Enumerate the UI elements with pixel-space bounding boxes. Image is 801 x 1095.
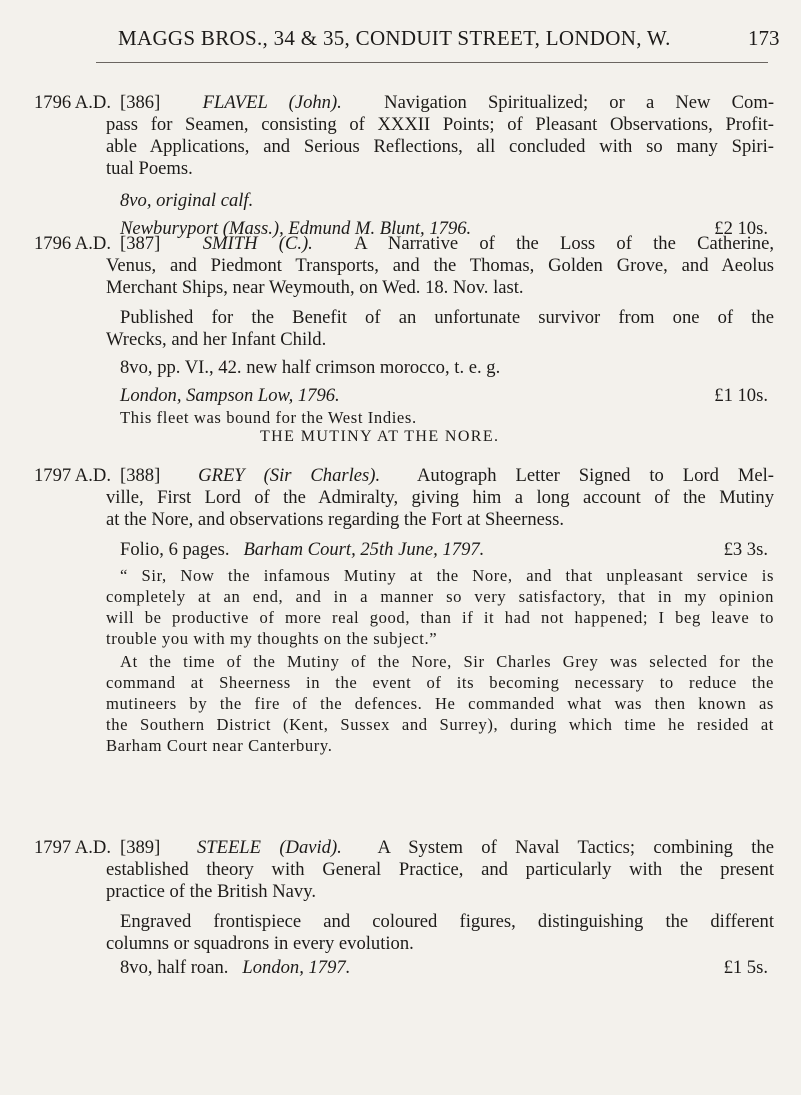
entry-note: At the time of the Mutiny of the Nore, Sir Charles Grey was selected for the command at Sheerness in the event of its becoming necessary to reduce the mutineers by the fire of the defences. He commanded what was then known as the Southern District (Kent, Sussex and Surrey), during which time he resided at Barham Court near Canterbury. [106, 652, 774, 755]
entry-quote: “ Sir, Now the infamous Mutiny at the Nore, and that unpleasant service is completely at an end, and in a manner so very satisfactory, that in my opinion will be productive of more real good, than if it had not happened; I beg leave to trouble you with my thoughts on the subject.” [106, 566, 774, 648]
header-rule [96, 62, 768, 63]
entry-format-imprint: Folio, 6 pages. Barham Court, 25th June, 1797. [120, 539, 485, 560]
entry-first-line [120, 233, 774, 255]
entry-author: SMITH (C.). [202, 233, 313, 254]
section-heading: THE MUTINY AT THE NORE. [260, 428, 500, 445]
entry-author: FLAVEL (John). [202, 92, 342, 113]
entry-format: 8vo, original calf. [120, 190, 254, 211]
entry-title-line: Navigation Spiritualized; or a New Com- [384, 92, 775, 113]
entry-description-line: Engraved frontispiece and coloured figures, distinguishing the different [120, 911, 774, 932]
entry-year: 1796 A.D. [34, 233, 111, 254]
entry-imprint: Newburyport (Mass.), Edmund M. Blunt, 1796. [120, 218, 472, 239]
entry-price: £3 3s. [723, 539, 768, 560]
entry-description-line: Wrecks, and her Infant Child. [106, 329, 327, 350]
entry-price: £1 10s. [714, 385, 768, 406]
entry-title-line: pass for Seamen, consisting of XXXII Points; of Pleasant Observations, Profit- [106, 114, 774, 135]
entry-year: 1796 A.D. [34, 92, 111, 113]
entry-title-line: established theory with General Practice, and particularly with the present [106, 859, 774, 880]
catalogue-entry-389 [34, 837, 774, 979]
entry-number: [389] [120, 837, 161, 858]
entry-author: STEELE (David). [196, 837, 342, 858]
entry-title-line: A Narrative of the Loss of the Catherine, [354, 233, 775, 254]
entry-note: This fleet was bound for the West Indies. [120, 408, 417, 427]
catalogue-entry-388 [34, 465, 774, 756]
entry-format: 8vo, pp. VI., 42. new half crimson morocco, t. e. g. [120, 357, 501, 378]
entry-title-line: Venus, and Piedmont Transports, and the Thomas, Golden Grove, and Aeolus [106, 255, 774, 276]
entry-first-line [120, 92, 774, 114]
entry-title-line: A System of Naval Tactics; combining the [377, 837, 774, 858]
entry-price: £1 5s. [723, 957, 768, 978]
entry-number: [386] [120, 92, 161, 113]
catalogue-entry-386 [34, 92, 774, 240]
entry-author: GREY (Sir Charles). [198, 465, 381, 486]
entry-title-line: able Applications, and Serious Reflections, all concluded with so many Spiri- [106, 136, 774, 157]
page-header [0, 26, 801, 66]
entry-title-line: practice of the British Navy. [106, 881, 316, 902]
entry-title-line: at the Nore, and observations regarding the Fort at Sheerness. [106, 509, 564, 530]
entry-description-line: columns or squadrons in every evolution. [106, 933, 414, 954]
entry-title-line: tual Poems. [106, 158, 193, 179]
entry-title-line: Autograph Letter Signed to Lord Mel- [417, 465, 774, 486]
entry-description-line: Published for the Benefit of an unfortunate survivor from one of the [120, 307, 774, 328]
entry-imprint: London, Sampson Low, 1796. [120, 385, 340, 406]
entry-price: £2 10s. [714, 218, 768, 239]
entry-year: 1797 A.D. [34, 837, 111, 858]
entry-number: [388] [120, 465, 161, 486]
entry-first-line [120, 837, 774, 859]
entry-number: [387] [120, 233, 161, 254]
entry-title-line: ville, First Lord of the Admiralty, giving him a long account of the Mutiny [106, 487, 774, 508]
running-title: MAGGS BROS., 34 & 35, CONDUIT STREET, LONDON, W. [118, 26, 671, 50]
entry-first-line [120, 465, 774, 487]
page-number: 173 [748, 26, 780, 50]
entry-year: 1797 A.D. [34, 465, 111, 486]
entry-format-imprint: 8vo, half roan. London, 1797. [120, 957, 351, 978]
catalogue-entry-387 [34, 233, 774, 428]
entry-title-line: Merchant Ships, near Weymouth, on Wed. 18. Nov. last. [106, 277, 524, 298]
